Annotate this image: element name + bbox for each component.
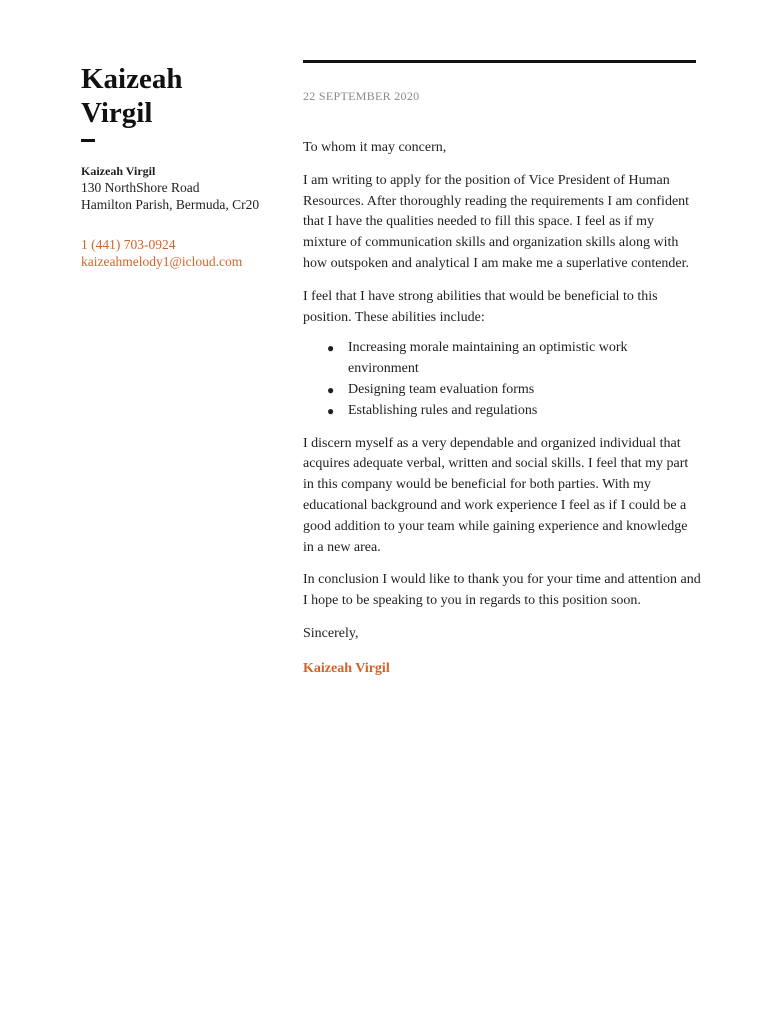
letter-date: 22 SEPTEMBER 2020 bbox=[303, 89, 420, 103]
heading-dash bbox=[81, 139, 95, 142]
phone-number: 1 (441) 703-0924 bbox=[81, 237, 176, 252]
sender-column bbox=[81, 62, 281, 270]
address-line-1: 130 NorthShore Road bbox=[81, 180, 200, 195]
email-link[interactable]: kaizeahmelody1@icloud.com bbox=[81, 254, 243, 269]
paragraph-4: In conclusion I would like to thank you for your time and attention and I hope to be speaking to you in regards to this position soon. bbox=[303, 572, 701, 609]
sender-first-name: Kaizeah bbox=[81, 63, 183, 95]
abilities-list bbox=[303, 338, 701, 421]
sender-full-name: Kaizeah Virgil bbox=[81, 164, 156, 178]
contact-block bbox=[81, 236, 281, 270]
paragraph-1: I am writing to apply for the position of Vice President of Human Resources. After thoroughly reading the requirements I am confident that I have the qualities needed to fill this space. I feel as if my mixture of communication skills and organization skills along with how outspoken and analytical I am make me a superlative contender. bbox=[303, 172, 690, 271]
paragraph-3: I discern myself as a very dependable and organized individual that acquires adequate verbal, written and social skills. I feel that my part in this company would be beneficial for both parties. With my educational background and work experience I feel as if I could be a good addition to your team while gaining experience and knowledge in a new area. bbox=[303, 435, 689, 555]
list-item: ● Designing team evaluation forms bbox=[348, 380, 701, 401]
closing: Sincerely, bbox=[303, 625, 359, 641]
letter-body bbox=[303, 88, 701, 680]
list-item: ● Increasing morale maintaining an optimistic work environment bbox=[348, 338, 701, 380]
header-rule bbox=[303, 60, 696, 63]
list-item: ● Establishing rules and regulations bbox=[348, 401, 701, 422]
signature: Kaizeah Virgil bbox=[303, 660, 390, 676]
sender-last-name: Virgil bbox=[81, 97, 153, 129]
address-line-2: Hamilton Parish, Bermuda, Cr20 bbox=[81, 197, 260, 212]
paragraph-2: I feel that I have strong abilities that would be beneficial to this position. These abilities include: bbox=[303, 288, 658, 325]
sender-name-heading bbox=[81, 62, 281, 130]
salutation: To whom it may concern, bbox=[303, 140, 447, 155]
